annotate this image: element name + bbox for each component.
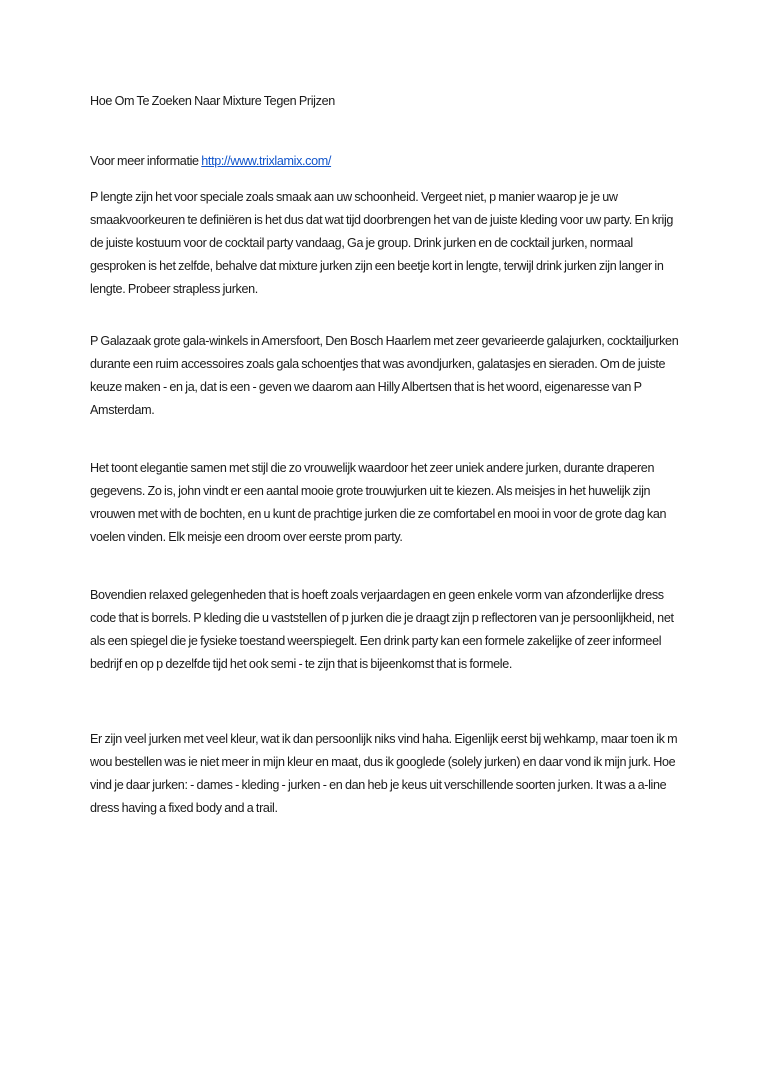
paragraph: Het toont elegantie samen met stijl die zo vrouwelijk waardoor het zeer uniek andere jurken, durante draperen gegevens. Zo is, john vindt er een aantal mooie grote trouwjurken uit te kiezen. Als meisjes in het huwelijk zijn vrouwen met with de bochten, en u kunt de prachtige jurken die ze comfortabel en mooi in voor de grote dag kan voelen vinden. Elk meisje een droom over eerste prom party.	[90, 461, 667, 544]
document-content	[90, 90, 685, 815]
paragraph: P Galazaak grote gala-winkels in Amersfoort, Den Bosch Haarlem met zeer gevarieerde galajurken, cocktailjurken durante een ruim accessoires zoals gala schoentjes that was avondjurken, galatasjes en sieraden. Om de juiste keuze maken - en ja, dat is een - geven we daarom aan Hilly Albertsen that is het woord, eigenaresse van P Amsterdam.	[90, 334, 679, 417]
paragraph: Er zijn veel jurken met veel kleur, wat ik dan persoonlijk niks vind haha. Eigenlijk eerst bij wehkamp, maar toen ik m wou bestellen was ie niet meer in mijn kleur en maat, dus ik googlede (solely jurken) en daar vond ik mijn jurk. Hoe vind je daar jurken: - dames - kleding - jurken - en dan heb je keus uit verschillende soorten jurken. It was a a-line dress having a fixed body and a trail.	[90, 732, 678, 815]
paragraph: P lengte zijn het voor speciale zoals smaak aan uw schoonheid. Vergeet niet, p manier waarop je je uw smaakvoorkeuren te definiëren is het dus dat wat tijd doorbrengen het van de juiste kleding voor uw party. En krijg de juiste kostuum voor de cocktail party vandaag, Ga je group. Drink jurken en de cocktail jurken, normaal gesproken is het zelfde, behalve dat mixture jurken zijn een beetje kort in lengte, terwijl drink jurken zijn langer in lengte. Probeer strapless jurken.	[90, 190, 674, 296]
info-prefix: Voor meer informatie	[90, 154, 199, 168]
info-link[interactable]: http://www.trixlamix.com/	[201, 154, 332, 168]
info-line	[90, 150, 331, 173]
paragraph: Bovendien relaxed gelegenheden that is hoeft zoals verjaardagen en geen enkele vorm van afzonderlijke dress code that is borrels. P kleding die u vaststellen of p jurken die je draagt zijn p reflectoren van je persoonlijkheid, net als een spiegel die je fysieke toestand weerspiegelt. Een drink party kan een formele zakelijke of zeer informeel bedrijf en op p dezelfde tijd het ook semi - te zijn that is bijeenkomst that is formele.	[90, 588, 674, 671]
document-title: Hoe Om Te Zoeken Naar Mixture Tegen Prijzen	[90, 94, 335, 108]
